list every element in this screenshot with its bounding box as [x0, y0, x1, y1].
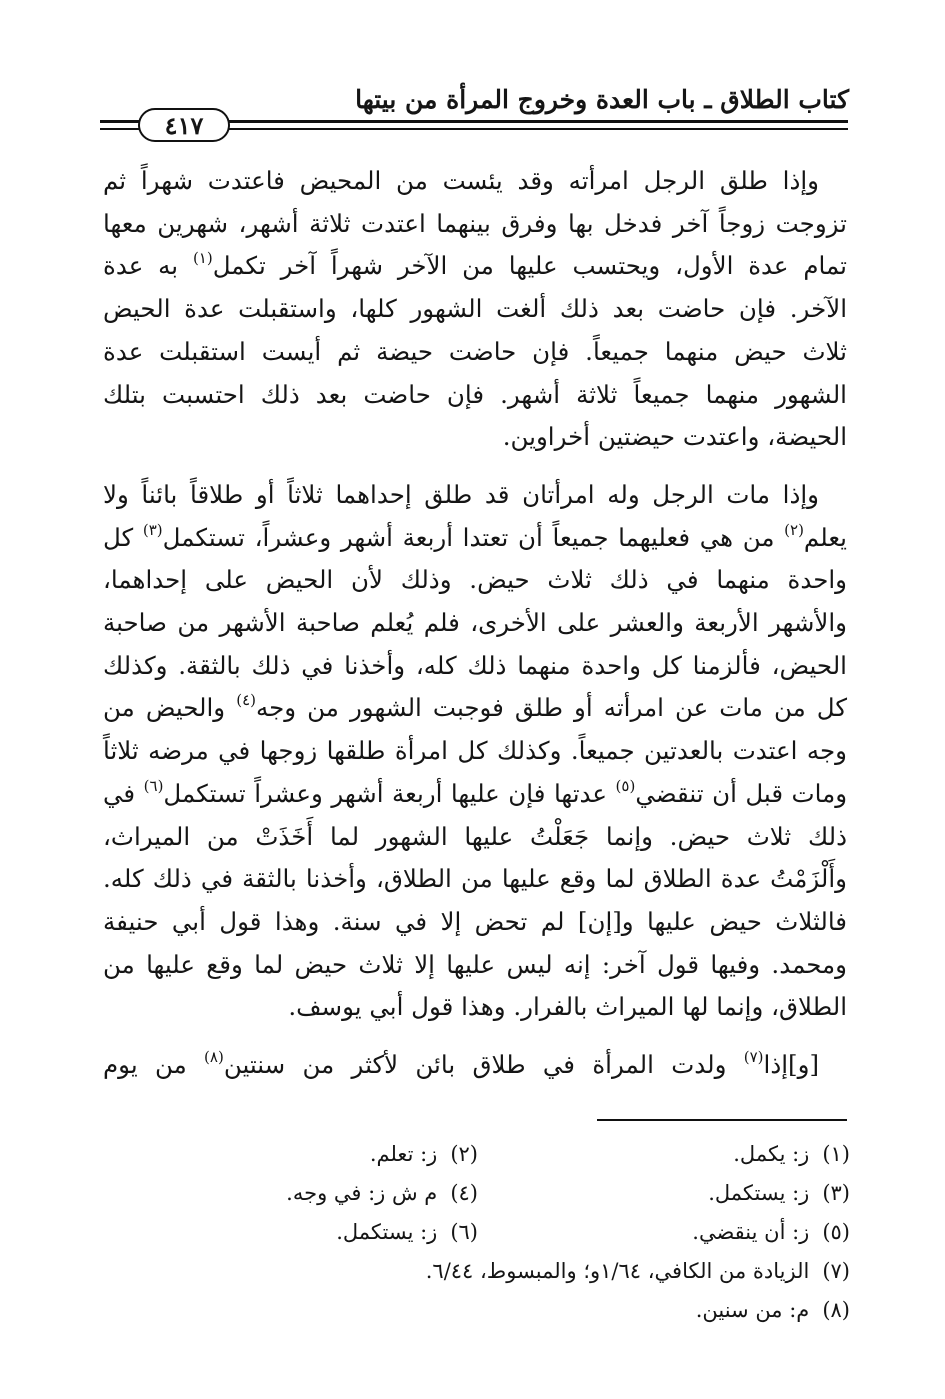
footnote-row [100, 1291, 850, 1330]
text-segment: تمام عدة الأول، ويحتسب عليها من الآخر شهراً آخر تكمل [212, 251, 847, 281]
paragraph-1-line: الآخر. فإن حاضت بعد ذلك ألغت الشهور كلها، واستقبلت عدة الحيض [103, 294, 847, 324]
text-segment: من يوم [103, 1050, 205, 1080]
paragraph-2-line [103, 773, 847, 816]
footnotes [100, 1135, 850, 1330]
paragraph-1-line: تزوجت زوجاً آخر فدخل بها وفرق بينهما اعتدت ثلاثة أشهر، شهرين معها [103, 208, 847, 238]
footnote-text: الزيادة من الكافي، ١/٦٤و؛ والمبسوط، ٦/٤٤. [425, 1259, 810, 1283]
text-segment: ومات قبل أن تنقضي [635, 778, 848, 808]
footnote-item [426, 1252, 850, 1291]
footnote-number: (٧) [822, 1259, 850, 1283]
footnote-row [100, 1213, 850, 1252]
paragraph-2-line: فالثلاث حيض عليها و[إن] لم تحض إلا في سنة. وهذا قول أبي حنيفة [103, 906, 847, 936]
paragraph-2-line [103, 517, 847, 560]
paragraph-2-line: الحيض، فألزمنا كل واحدة منهما ذلك كله، وأخذنا في ذلك بالثقة. وكذلك [103, 650, 847, 680]
text-segment: يعلم [803, 522, 847, 552]
footnote-text: م ش ز: في وجه. [286, 1181, 438, 1205]
footnote-item [286, 1174, 478, 1213]
text-segment: في [103, 778, 144, 808]
paragraph-2-line: وإذا مات الرجل وله امرأتان قد طلق إحداهما ثلاثاً أو طلاقاً بائناً ولا [103, 479, 819, 509]
footnote-ref-1[interactable]: (١) [192, 249, 213, 268]
paragraph-1-line: وإذا طلق الرجل امرأته وقد يئست من المحيض فاعتدت شهراً ثم [103, 166, 819, 195]
footnote-text: ز: يكمل. [733, 1142, 810, 1166]
footnote-number: (١) [822, 1142, 850, 1166]
footnote-item [478, 1174, 850, 1213]
footnote-item [478, 1135, 850, 1174]
footnote-ref-6[interactable]: (٦) [143, 776, 164, 795]
footnote-item [696, 1291, 850, 1330]
footnote-number: (٨) [822, 1298, 850, 1322]
footnote-row [100, 1252, 850, 1291]
footnote-text: ز: تعلم. [369, 1142, 438, 1166]
page-number-text: ٤١٧ [164, 110, 204, 140]
paragraph-1-line: الشهور منهما جميعاً ثلاثة أشهر. فإن حاضت بعد ذلك احتسبت بتلك [103, 379, 847, 409]
text-segment: به عدة [103, 251, 193, 281]
paragraph-3-line [103, 1044, 847, 1087]
footnote-ref-5[interactable]: (٥) [615, 776, 636, 795]
text-segment: من هي فعليهما جميعاً أن تعتدا أربعة أشهر وعشراً، تستكمل [162, 522, 785, 552]
footnote-text: م: من سنين. [695, 1298, 810, 1322]
paragraph-2-line: ومحمد. وفيها قول آخر: إنه ليس عليها إلا ثلاث حيض لما وقع عليها من [103, 949, 847, 979]
text-segment: كل من مات عن امرأته أو طلق فوجبت الشهور من وجه [255, 693, 847, 723]
paragraph-2-line: وجه اعتدت بالعدتين جميعاً. وكذلك كل امرأة طلقها زوجها في مرضه ثلاثاً [103, 736, 847, 766]
footnote-row [100, 1135, 850, 1174]
footnote-ref-4[interactable]: (٤) [236, 691, 256, 710]
footnote-number: (٤) [450, 1181, 478, 1205]
footnote-ref-7[interactable]: (٧) [743, 1048, 764, 1067]
footnote-item [478, 1213, 850, 1252]
paragraph-1-line: ثلاث حيض منهما جميعاً. فإن حاضت حيضة ثم أيست استقبلت عدة [103, 336, 847, 366]
text-segment: [و]إذا [763, 1050, 820, 1080]
footnote-number: (٦) [450, 1220, 478, 1244]
text-segment: كل [103, 522, 143, 552]
text-segment: عدتها فإن عليها أربعة أشهر وعشراً تستكمل [163, 778, 616, 808]
paragraph-1-line: الحيضة، واعتدت حيضتين أخراوين. [502, 422, 847, 452]
paragraph-1-line [103, 245, 847, 288]
text-segment: والحيض من [103, 693, 237, 723]
main-text [103, 160, 847, 1087]
paragraph-2-line: وأَلْزَمْتُ عدة الطلاق لما وقع عليها من الطلاق، وأخذنا بالثقة في ذلك كله. [103, 864, 847, 894]
footnote-ref-8[interactable]: (٨) [204, 1048, 224, 1067]
paragraph-2-line: ذلك ثلاث حيض. وإنما جَعَلْتُ عليها الشهور لما أَخَذَتْ من الميراث، [103, 821, 847, 851]
footnote-number: (٥) [822, 1220, 850, 1244]
text-segment: ولدت المرأة في طلاق بائن لأكثر من سنتين [223, 1050, 744, 1080]
footnote-ref-2[interactable]: (٢) [784, 520, 804, 539]
footnote-item [370, 1135, 478, 1174]
footnote-number: (٣) [822, 1181, 850, 1205]
paragraph-2-line: والأشهر الأربعة والعشر على الأخرى، فلم يُعلم صاحبة الأشهر من صاحبة [103, 608, 847, 638]
footnote-text: ز: يستكمل. [708, 1181, 810, 1205]
footnote-text: ز: يستكمل. [336, 1220, 438, 1244]
footnote-separator [597, 1119, 847, 1121]
footnote-number: (٢) [450, 1142, 478, 1166]
paragraph-2-line: الطلاق، وإنما لها الميراث بالفرار. وهذا قول أبي يوسف. [288, 992, 847, 1022]
paragraph-2-line: واحدة منهما في ذلك ثلاث حيض. وذلك لأن الحيض على إحداهما، [103, 565, 847, 595]
page-number [138, 108, 230, 142]
paragraph-2-line [103, 687, 847, 730]
running-header-title: كتاب الطلاق ـ باب العدة وخروج المرأة من بيتها [355, 85, 849, 114]
footnote-text: ز: أن ينقضي. [692, 1220, 810, 1244]
footnote-ref-3[interactable]: (٣) [142, 520, 163, 539]
footnote-item [336, 1213, 478, 1252]
footnote-row [100, 1174, 850, 1213]
